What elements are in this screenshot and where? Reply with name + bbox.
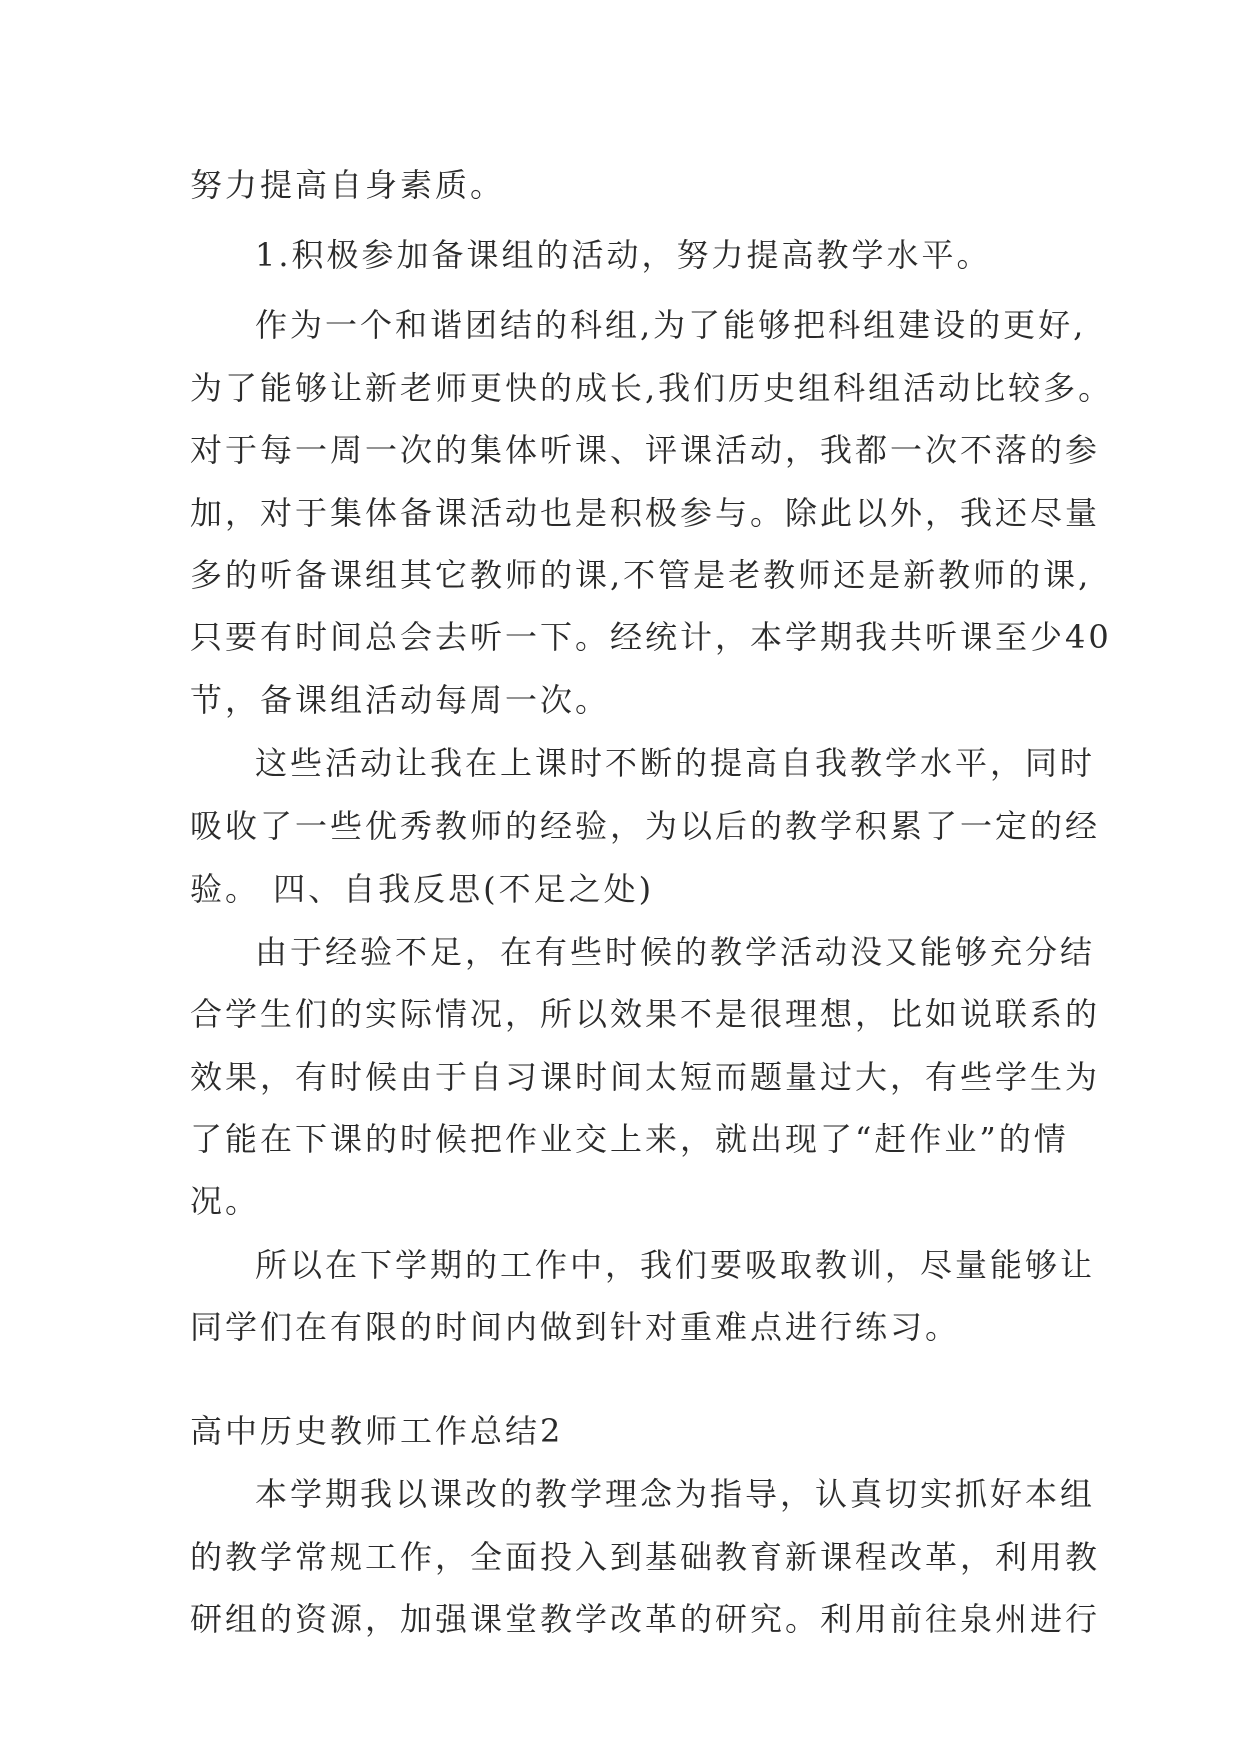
text-line: 验。 四、自我反思(不足之处)	[190, 870, 655, 908]
text-line: 同学们在有限的时间内做到针对重难点进行练习。	[190, 1308, 961, 1346]
text-line: 多的听备课组其它教师的课,不管是老教师还是新教师的课,	[190, 556, 1092, 594]
text-line: 的教学常规工作，全面投入到基础教育新课程改革，利用教	[190, 1538, 1101, 1576]
text-line: 吸收了一些优秀教师的经验，为以后的教学积累了一定的经	[190, 807, 1101, 845]
text-line: 所以在下学期的工作中，我们要吸取教训，尽量能够让	[255, 1246, 1096, 1284]
text-line: 这些活动让我在上课时不断的提高自我教学水平，同时	[255, 744, 1096, 782]
text-line: 本学期我以课改的教学理念为指导，认真切实抓好本组	[255, 1475, 1096, 1513]
text-line: 对于每一周一次的集体听课、评课活动，我都一次不落的参	[190, 431, 1101, 469]
text-line: 了能在下课的时候把作业交上来，就出现了“赶作业”的情	[190, 1120, 1069, 1158]
text-line: 况。	[190, 1182, 261, 1220]
section-heading: 高中历史教师工作总结2	[190, 1412, 564, 1450]
text-line: 努力提高自身素质。	[190, 166, 506, 204]
text-line: 为了能够让新老师更快的成长,我们历史组科组活动比较多。	[190, 369, 1114, 407]
text-line: 由于经验不足，在有些时候的教学活动没又能够充分结	[255, 933, 1096, 971]
text-line: 作为一个和谐团结的科组,为了能够把科组建设的更好,	[255, 306, 1087, 344]
text-line: 加，对于集体备课活动也是积极参与。除此以外，我还尽量	[190, 494, 1101, 532]
text-line: 合学生们的实际情况，所以效果不是很理想，比如说联系的	[190, 995, 1101, 1033]
text-line: 研组的资源，加强课堂教学改革的研究。利用前往泉州进行	[190, 1600, 1101, 1638]
text-line: 节，备课组活动每周一次。	[190, 681, 611, 719]
text-line: 只要有时间总会去听一下。经统计，本学期我共听课至少40	[190, 618, 1112, 656]
text-line: 效果，有时候由于自习课时间太短而题量过大，有些学生为	[190, 1058, 1101, 1096]
text-line: 1.积极参加备课组的活动，努力提高教学水平。	[255, 236, 992, 274]
